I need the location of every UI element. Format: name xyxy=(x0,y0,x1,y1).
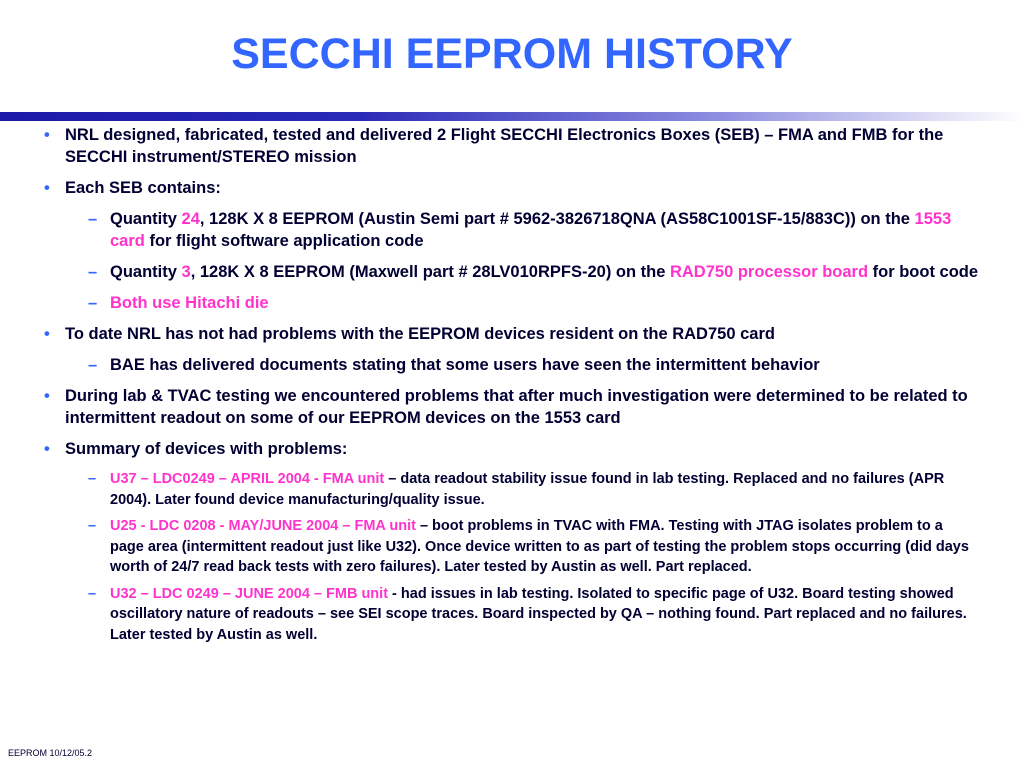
sub-text: BAE has delivered documents stating that some users have seen the intermittent behavior xyxy=(110,356,820,374)
quantity-highlight: 24 xyxy=(181,210,200,228)
dash-marker: – xyxy=(88,210,98,228)
dash-marker: – xyxy=(88,263,98,281)
slide-body xyxy=(0,124,1024,651)
quantity-highlight: 3 xyxy=(181,263,191,281)
dash-marker: – xyxy=(88,585,97,602)
slide-footer: EEPROM 10/12/05.2 xyxy=(8,748,93,758)
dash-marker: – xyxy=(88,471,97,487)
bullet-text: NRL designed, fabricated, tested and delivered 2 Flight SECCHI Electronics Boxes (SEB) – FMA and FMB for the SECCHI instrument/STEREO mission xyxy=(65,126,944,166)
dash-marker: – xyxy=(88,356,98,374)
slide-title: SECCHI EEPROM HISTORY xyxy=(231,30,793,78)
bullet-marker: • xyxy=(44,387,50,405)
sub-text: , 128K X 8 EEPROM (Maxwell part # 28LV010RPFS-20) on the xyxy=(190,263,670,281)
dash-marker: – xyxy=(88,294,98,312)
sub-text: for boot code xyxy=(868,263,979,281)
bullet-text: Each SEB contains: xyxy=(65,179,221,197)
card-highlight: 1553 card xyxy=(110,210,952,250)
bullet-summary xyxy=(0,438,1024,460)
bullet-marker: • xyxy=(44,179,50,197)
problem-text: - had issues in lab testing. Isolated to specific page of U32. Board testing showed oscillatory nature of readouts – see SEI scope traces. Board inspected by QA – nothing found. Part replaced and no failures. Later tested by Austin as well. xyxy=(110,585,967,643)
sub-bullet-hitachi xyxy=(0,292,1024,314)
bullet-text: Summary of devices with problems: xyxy=(65,440,348,458)
problem-text: – data readout stability issue found in lab testing. Replaced and no failures (APR 2004). Later found device manufacturing/quality issue. xyxy=(110,471,945,508)
problem-device-label: U25 - LDC 0208 - MAY/JUNE 2004 – FMA unit xyxy=(110,518,416,534)
bullet-text: To date NRL has not had problems with the EEPROM devices resident on the RAD750 card xyxy=(65,325,775,343)
bullet-marker: • xyxy=(44,126,50,144)
title-divider xyxy=(0,112,1024,121)
bullet-lab-tvac-testing xyxy=(0,385,1024,429)
problem-item-u32 xyxy=(0,584,1024,646)
sub-bullet-austin-eeprom xyxy=(0,208,1024,252)
hitachi-highlight: Both use Hitachi die xyxy=(110,294,269,312)
problem-text: – boot problems in TVAC with FMA. Testing with JTAG isolates problem to a page area (intermittent readout just like U32). Once device written to as part of testing the problem stops occurring (did days worth of 24/7 read back tests with zero failures). Later tested by Austin as well. Part replaced. xyxy=(110,518,969,575)
problem-device-label: U32 – LDC 0249 – JUNE 2004 – FMB unit xyxy=(110,585,389,602)
problem-device-label: U37 – LDC0249 – APRIL 2004 - FMA unit xyxy=(110,471,385,487)
sub-text: for flight software application code xyxy=(144,232,424,250)
sub-text: Quantity xyxy=(110,263,182,281)
bullet-marker: • xyxy=(44,440,50,458)
sub-text: Quantity xyxy=(110,210,182,228)
problem-item-u37 xyxy=(0,469,1024,510)
bullet-seb-delivery xyxy=(0,124,1024,168)
bullet-no-problems xyxy=(0,323,1024,345)
dash-marker: – xyxy=(88,518,97,534)
board-highlight: RAD750 processor board xyxy=(669,263,869,281)
bullet-seb-contains xyxy=(0,177,1024,199)
problem-item-u25 xyxy=(0,516,1024,578)
bullet-text: During lab & TVAC testing we encountered problems that after much investigation were determined to be related to intermittent readout on some of our EEPROM devices on the 1553 card xyxy=(65,387,968,427)
sub-text: , 128K X 8 EEPROM (Austin Semi part # 5962-3826718QNA (AS58C1001SF-15/883C)) on the xyxy=(199,210,915,228)
sub-bullet-maxwell-eeprom xyxy=(0,261,1024,283)
bullet-marker: • xyxy=(44,325,50,343)
sub-bullet-bae-documents xyxy=(0,354,1024,376)
